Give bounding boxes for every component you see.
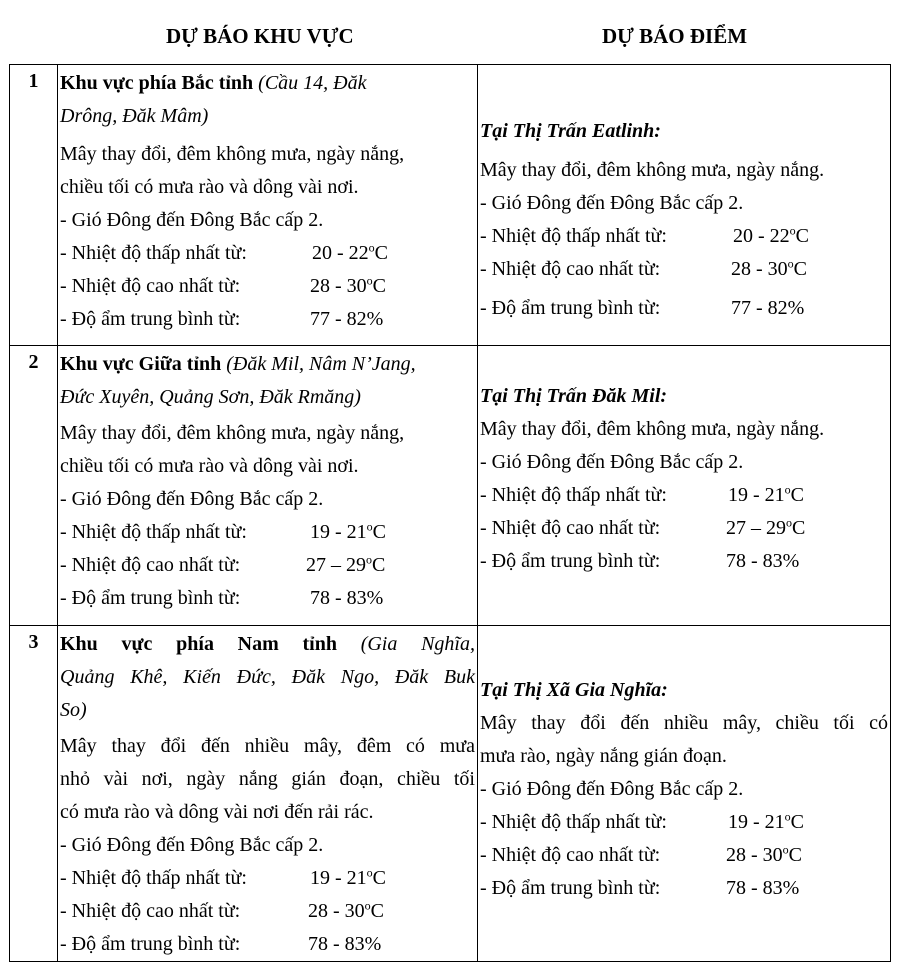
area-title	[60, 348, 475, 381]
area-min-temp: - Nhiệt độ thấp nhất từ: 19 - 21$^o$C	[60, 865, 387, 889]
area-max-temp-value: 27 – 29	[306, 554, 366, 576]
point-humidity-value: 77 - 82%	[731, 297, 805, 319]
area-max-temp-value: 28 - 30	[310, 275, 367, 297]
point-description: Mây thay đổi đến nhiều mây, chiều tối có	[480, 712, 888, 734]
point-max-temp-value: 28 - 30	[731, 258, 788, 280]
point-description: Mây thay đổi, đêm không mưa, ngày nắng.	[480, 159, 825, 181]
area-max-temp: - Nhiệt độ cao nhất từ: 27 – 29$^o$C	[60, 552, 386, 576]
area-places: (Cầu 14, Đăk	[253, 72, 367, 94]
point-humidity-value: 78 - 83%	[726, 877, 800, 899]
area-humidity: - Độ ẩm trung bình từ: 77 - 82%	[60, 303, 475, 336]
table-row	[10, 626, 891, 962]
point-wind: - Gió Đông đến Đông Bắc cấp 2.	[480, 451, 744, 473]
area-places: Drông, Đăk Mâm)	[60, 105, 209, 127]
area-places: Đức Xuyên, Quảng Sơn, Đăk Rmăng)	[60, 386, 361, 408]
point-max-temp-value: 27 – 29	[726, 517, 786, 539]
table-row	[10, 65, 891, 346]
point-max-temp: - Nhiệt độ cao nhất từ: 27 – 29$^o$C	[480, 515, 806, 539]
point-wind: - Gió Đông đến Đông Bắc cấp 2.	[480, 778, 744, 800]
area-description: Mây thay đổi đến nhiều mây, đêm có mưa	[60, 735, 475, 757]
point-min-temp: - Nhiệt độ thấp nhất từ: 20 - 22$^o$C	[480, 223, 810, 247]
area-title	[60, 628, 475, 661]
area-max-temp-value: 28 - 30	[308, 900, 365, 922]
point-max-temp-value: 28 - 30	[726, 844, 783, 866]
area-max-temp: - Nhiệt độ cao nhất từ: 28 - 30$^o$C	[60, 898, 385, 922]
area-wind: - Gió Đông đến Đông Bắc cấp 2.	[60, 488, 324, 510]
area-humidity: - Độ ẩm trung bình từ: 78 - 83%	[60, 928, 475, 961]
area-description: chiều tối có mưa rào và dông vài nơi.	[60, 455, 359, 477]
area-humidity: - Độ ẩm trung bình từ: 78 - 83%	[60, 582, 475, 615]
point-description: mưa rào, ngày nắng gián đoạn.	[480, 745, 727, 767]
point-humidity: - Độ ẩm trung bình từ: 78 - 83%	[480, 545, 888, 578]
area-places: (Đăk Mil, Nâm N’Jang,	[221, 353, 416, 375]
area-min-temp: - Nhiệt độ thấp nhất từ: 20 - 22$^o$C	[60, 240, 389, 264]
area-title	[60, 67, 475, 100]
area-name: Khu vực phía Bắc tỉnh	[60, 72, 254, 94]
row-number: 2	[10, 346, 58, 626]
point-humidity: - Độ ẩm trung bình từ: 77 - 82%	[480, 292, 888, 325]
point-wind: - Gió Đông đến Đông Bắc cấp 2.	[480, 192, 744, 214]
table-header	[0, 0, 900, 64]
area-places: Quảng Khê, Kiến Đức, Đăk Ngo, Đăk Buk	[60, 666, 475, 688]
point-forecast-heading: DỰ BÁO ĐIỂM	[602, 24, 748, 48]
point-humidity: - Độ ẩm trung bình từ: 78 - 83%	[480, 872, 888, 905]
table-row	[10, 346, 891, 626]
point-description: Mây thay đổi, đêm không mưa, ngày nắng.	[480, 418, 825, 440]
area-min-temp-value: 20 - 22	[312, 242, 369, 264]
point-title: Tại Thị Trấn Eatlinh:	[480, 120, 661, 142]
row-number: 3	[10, 626, 58, 962]
area-wind: - Gió Đông đến Đông Bắc cấp 2.	[60, 209, 324, 231]
area-name: Khu vực Giữa tỉnh	[60, 353, 222, 375]
point-title: Tại Thị Xã Gia Nghĩa:	[480, 679, 668, 701]
area-min-temp: - Nhiệt độ thấp nhất từ: 19 - 21$^o$C	[60, 519, 387, 543]
point-min-temp-value: 20 - 22	[733, 225, 790, 247]
area-forecast-cell	[58, 346, 478, 626]
point-forecast-cell	[478, 626, 891, 962]
area-description: có mưa rào và dông vài nơi đến rải rác.	[60, 801, 374, 823]
area-forecast-cell	[58, 626, 478, 962]
area-places: So)	[60, 699, 87, 721]
area-humidity-value: 78 - 83%	[310, 587, 384, 609]
area-humidity-value: 77 - 82%	[310, 308, 384, 330]
area-humidity-value: 78 - 83%	[308, 933, 382, 955]
area-min-temp-value: 19 - 21	[310, 867, 367, 889]
point-forecast-cell	[478, 65, 891, 346]
area-wind: - Gió Đông đến Đông Bắc cấp 2.	[60, 834, 324, 856]
area-forecast-heading: DỰ BÁO KHU VỰC	[166, 24, 354, 48]
point-humidity-value: 78 - 83%	[726, 550, 800, 572]
area-name: Khu vực phía Nam tỉnh	[60, 633, 337, 655]
point-min-temp: - Nhiệt độ thấp nhất từ: 19 - 21$^o$C	[480, 482, 805, 506]
area-forecast-cell	[58, 65, 478, 346]
point-min-temp: - Nhiệt độ thấp nhất từ: 19 - 21$^o$C	[480, 809, 805, 833]
point-max-temp: - Nhiệt độ cao nhất từ: 28 - 30$^o$C	[480, 842, 803, 866]
area-max-temp: - Nhiệt độ cao nhất từ: 28 - 30$^o$C	[60, 273, 387, 297]
forecast-table	[9, 64, 891, 962]
area-description: nhỏ vài nơi, ngày nắng gián đoạn, chiều tối	[60, 768, 475, 790]
area-description: chiều tối có mưa rào và dông vài nơi.	[60, 176, 359, 198]
point-min-temp-value: 19 - 21	[728, 811, 785, 833]
area-description: Mây thay đổi, đêm không mưa, ngày nắng,	[60, 143, 405, 165]
point-min-temp-value: 19 - 21	[728, 484, 785, 506]
row-number: 1	[10, 65, 58, 346]
area-description: Mây thay đổi, đêm không mưa, ngày nắng,	[60, 422, 405, 444]
area-places: (Gia Nghĩa,	[336, 633, 475, 655]
area-min-temp-value: 19 - 21	[310, 521, 367, 543]
point-title: Tại Thị Trấn Đăk Mil:	[480, 385, 668, 407]
point-max-temp: - Nhiệt độ cao nhất từ: 28 - 30$^o$C	[480, 256, 808, 280]
point-forecast-cell	[478, 346, 891, 626]
